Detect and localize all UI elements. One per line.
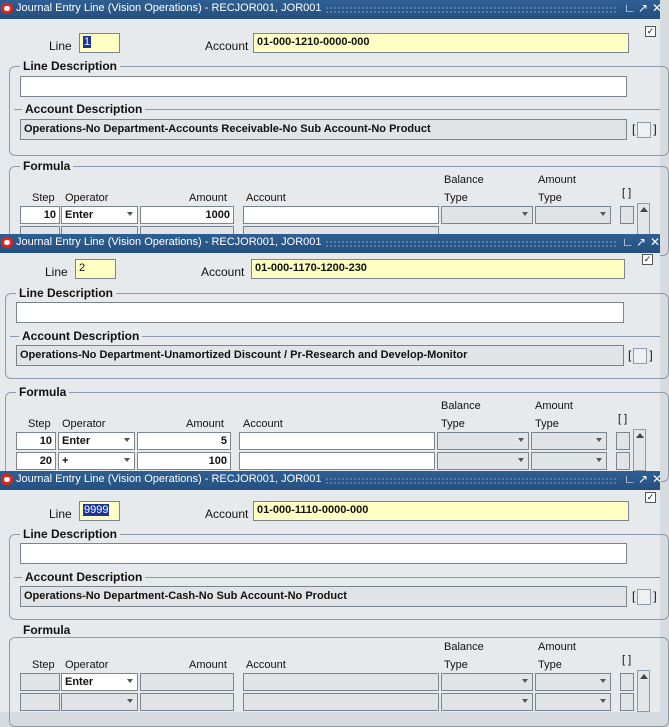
maximize-icon[interactable]: ↗ xyxy=(636,235,647,249)
chevron-down-icon xyxy=(127,699,133,703)
account-description-title: Account Description xyxy=(22,102,145,116)
journal-entry-line-window-1 xyxy=(0,0,663,236)
line-description-field[interactable] xyxy=(16,302,624,323)
account-cell[interactable] xyxy=(239,432,435,450)
checkmark-icon[interactable]: ✓ xyxy=(646,492,655,502)
row-flexfield[interactable] xyxy=(616,452,630,470)
chevron-down-icon xyxy=(518,438,524,442)
journal-entry-line-window-2 xyxy=(0,234,660,471)
account-cell[interactable] xyxy=(243,673,439,691)
operator-header: Operator xyxy=(65,659,109,671)
bracket-header: [ ] xyxy=(622,187,632,199)
descriptive-flexfield[interactable]: [ ] xyxy=(632,589,657,604)
balance-type-select[interactable] xyxy=(437,452,529,470)
amount-header: Amount xyxy=(186,418,224,430)
formula-title: Formula xyxy=(20,623,73,637)
vertical-scrollbar[interactable] xyxy=(637,203,650,236)
balance-type-header-line1: Balance xyxy=(444,174,484,186)
descriptive-flexfield[interactable]: [ ] xyxy=(628,348,653,363)
close-icon[interactable]: ✕ xyxy=(652,472,663,486)
balance-type-select[interactable] xyxy=(441,206,533,224)
amount-header: Amount xyxy=(189,659,227,671)
chevron-down-icon xyxy=(600,679,606,683)
operator-select-empty[interactable] xyxy=(61,693,138,711)
title-bar[interactable] xyxy=(0,234,660,253)
step-cell[interactable] xyxy=(20,673,60,691)
bracket-header: [ ] xyxy=(622,654,632,666)
amount-type-header-line1: Amount xyxy=(538,174,576,186)
account-cell[interactable] xyxy=(239,452,435,470)
row-flexfield[interactable] xyxy=(616,432,630,450)
step-cell[interactable]: 10 xyxy=(20,206,60,224)
amount-type-select[interactable] xyxy=(531,432,607,450)
chevron-down-icon xyxy=(124,458,130,462)
minimize-icon[interactable]: ∟ xyxy=(624,472,636,486)
account-header: Account xyxy=(246,659,286,671)
step-header: Step xyxy=(32,659,55,671)
balance-type-header-line2: Type xyxy=(444,659,468,671)
bracket-header: [ ] xyxy=(618,413,628,425)
account-description-field: Operations-No Department-Cash-No Sub Account-No Product xyxy=(20,586,627,607)
line-number-field[interactable]: 2 xyxy=(75,259,116,279)
title-bar[interactable] xyxy=(0,471,663,490)
amount-type-select-empty[interactable] xyxy=(535,693,611,711)
chevron-down-icon xyxy=(600,212,606,216)
amount-type-header-line2: Type xyxy=(538,192,562,204)
line-label: Line xyxy=(49,507,72,521)
balance-type-header-line2: Type xyxy=(444,192,468,204)
account-label: Account xyxy=(205,507,249,521)
balance-type-select-empty[interactable] xyxy=(441,693,533,711)
row-flexfield[interactable] xyxy=(620,673,634,691)
step-cell[interactable]: 10 xyxy=(16,432,56,450)
amount-cell[interactable]: 1000 xyxy=(140,206,234,224)
descriptive-flexfield[interactable]: [ ] xyxy=(632,122,657,137)
formula-title: Formula xyxy=(20,159,73,173)
title-bar[interactable] xyxy=(0,0,663,19)
line-description-field[interactable] xyxy=(20,543,627,564)
minimize-icon[interactable]: ∟ xyxy=(624,1,636,15)
account-field[interactable]: 01-000-1110-0000-000 xyxy=(253,501,629,521)
chevron-down-icon xyxy=(518,458,524,462)
account-description-field: Operations-No Department-Unamortized Discount / Pr-Research and Develop-Monitor xyxy=(16,345,624,366)
amount-cell[interactable]: 5 xyxy=(137,432,231,450)
line-description-title: Line Description xyxy=(16,286,116,300)
operator-header: Operator xyxy=(65,192,109,204)
vertical-scrollbar[interactable] xyxy=(633,429,646,471)
line-label: Line xyxy=(45,265,68,279)
row-flexfield-empty[interactable] xyxy=(620,693,634,711)
line-description-title: Line Description xyxy=(20,59,120,73)
account-field[interactable]: 01-000-1210-0000-000 xyxy=(253,33,629,53)
journal-entry-line-window-3 xyxy=(0,471,663,712)
title-bar-grip xyxy=(325,6,617,13)
close-icon[interactable]: ✕ xyxy=(652,1,663,15)
chevron-down-icon xyxy=(596,438,602,442)
line-description-field[interactable] xyxy=(20,76,627,97)
chevron-down-icon xyxy=(522,212,528,216)
step-header: Step xyxy=(32,192,55,204)
operator-select[interactable]: Enter xyxy=(61,673,138,691)
account-cell[interactable] xyxy=(243,206,439,224)
account-cell-empty[interactable] xyxy=(243,693,439,711)
close-icon[interactable]: ✕ xyxy=(650,235,661,249)
account-description-title: Account Description xyxy=(22,570,145,584)
balance-type-select[interactable] xyxy=(441,673,533,691)
amount-cell[interactable] xyxy=(140,673,234,691)
account-header: Account xyxy=(246,192,286,204)
title-bar-grip xyxy=(325,240,617,247)
title-bar-grip xyxy=(325,477,617,484)
oracle-logo-icon xyxy=(1,3,13,14)
checkmark-icon[interactable]: ✓ xyxy=(643,254,652,264)
chevron-down-icon xyxy=(127,212,133,216)
operator-header: Operator xyxy=(62,418,106,430)
balance-type-header-line1: Balance xyxy=(444,641,484,653)
row-flexfield[interactable] xyxy=(620,206,634,224)
balance-type-header-line2: Type xyxy=(441,418,465,430)
oracle-logo-icon xyxy=(1,237,13,248)
chevron-down-icon xyxy=(124,438,130,442)
amount-cell-empty[interactable] xyxy=(140,693,234,711)
account-field[interactable]: 01-000-1170-1200-230 xyxy=(251,259,625,279)
scroll-up-icon[interactable] xyxy=(640,674,648,679)
account-label: Account xyxy=(201,265,245,279)
chevron-down-icon xyxy=(600,699,606,703)
chevron-down-icon xyxy=(596,458,602,462)
account-label: Account xyxy=(205,39,249,53)
amount-type-select[interactable] xyxy=(535,673,611,691)
line-number-field[interactable]: 1 xyxy=(79,33,120,53)
window-title: Journal Entry Line (Vision Operations) - RECJOR001, JOR001 xyxy=(16,236,322,248)
amount-type-header-line2: Type xyxy=(535,418,559,430)
amount-type-header-line1: Amount xyxy=(538,641,576,653)
account-description-title: Account Description xyxy=(19,329,142,343)
line-label: Line xyxy=(49,39,72,53)
line-number-field[interactable]: 9999 xyxy=(79,501,120,521)
window-title: Journal Entry Line (Vision Operations) - RECJOR001, JOR001 xyxy=(16,473,322,485)
amount-type-header-line2: Type xyxy=(538,659,562,671)
amount-cell[interactable]: 100 xyxy=(137,452,231,470)
step-cell[interactable]: 20 xyxy=(16,452,56,470)
line-description-title: Line Description xyxy=(20,527,120,541)
amount-type-header-line1: Amount xyxy=(535,400,573,412)
window-title: Journal Entry Line (Vision Operations) - RECJOR001, JOR001 xyxy=(16,2,322,14)
oracle-logo-icon xyxy=(1,474,13,485)
scroll-up-icon[interactable] xyxy=(640,207,648,212)
maximize-icon[interactable]: ↗ xyxy=(638,1,649,15)
balance-type-header-line1: Balance xyxy=(441,400,481,412)
maximize-icon[interactable]: ↗ xyxy=(638,472,649,486)
scroll-up-icon[interactable] xyxy=(636,433,644,438)
amount-type-select[interactable] xyxy=(535,206,611,224)
account-header: Account xyxy=(243,418,283,430)
chevron-down-icon xyxy=(522,679,528,683)
operator-select[interactable]: Enter xyxy=(61,206,138,224)
checkmark-icon[interactable]: ✓ xyxy=(646,26,655,36)
step-cell-empty[interactable] xyxy=(20,693,60,711)
operator-select[interactable]: + xyxy=(58,452,135,470)
amount-type-select[interactable] xyxy=(531,452,607,470)
balance-type-select[interactable] xyxy=(437,432,529,450)
operator-select[interactable]: Enter xyxy=(58,432,135,450)
step-header: Step xyxy=(28,418,51,430)
chevron-down-icon xyxy=(522,699,528,703)
account-description-field: Operations-No Department-Accounts Receivable-No Sub Account-No Product xyxy=(20,119,627,140)
chevron-down-icon xyxy=(127,679,133,683)
amount-header: Amount xyxy=(189,192,227,204)
minimize-icon[interactable]: ∟ xyxy=(622,235,634,249)
vertical-scrollbar[interactable] xyxy=(637,670,650,712)
formula-title: Formula xyxy=(16,385,69,399)
